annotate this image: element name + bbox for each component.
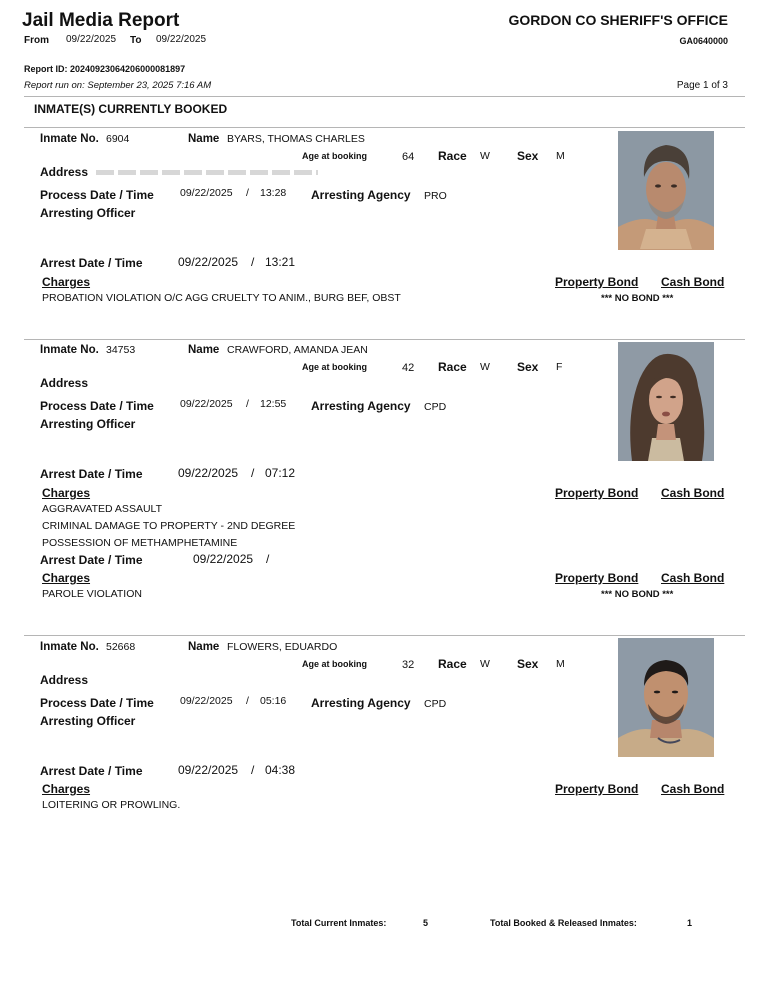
charge-text: CRIMINAL DAMAGE TO PROPERTY - 2ND DEGREE: [42, 520, 296, 532]
page-number: Page 1 of 3: [676, 80, 728, 91]
process-time: 05:16: [260, 695, 287, 707]
cash-bond-label: Cash Bond: [661, 782, 725, 796]
record-divider: [24, 339, 745, 340]
cash-bond-label: Cash Bond: [661, 486, 725, 500]
officer-label: Arresting Officer: [40, 206, 136, 220]
agency-label: Arresting Agency: [311, 399, 411, 413]
charge-text: PROBATION VIOLATION O/C AGG CRUELTY TO ANIM., BURG BEF, OBST: [42, 292, 401, 304]
age-label: Age at booking: [302, 362, 367, 372]
arrest-slash: /: [266, 552, 270, 566]
race-value: W: [480, 361, 490, 373]
arrest-time: 04:38: [265, 763, 296, 777]
age-label: Age at booking: [302, 151, 367, 161]
process-date: 09/22/2025: [180, 398, 233, 410]
report-title: Jail Media Report: [22, 10, 180, 31]
race-label: Race: [438, 657, 467, 671]
arrest-dt-label: Arrest Date / Time: [40, 553, 143, 567]
arrest-slash: /: [251, 466, 255, 480]
inmate-no-value: 52668: [106, 641, 136, 653]
total-released-value: 1: [687, 918, 693, 928]
arrest-dt-label: Arrest Date / Time: [40, 764, 143, 778]
ori-code: GA0640000: [679, 36, 728, 46]
arrest-date: 09/22/2025: [178, 255, 239, 269]
property-bond-label: Property Bond: [555, 486, 639, 500]
report-id: Report ID: 20240923064206000081897: [24, 64, 186, 74]
agency-label: Arresting Agency: [311, 696, 411, 710]
age-value: 42: [402, 362, 415, 374]
age-label: Age at booking: [302, 659, 367, 669]
charge-text: LOITERING OR PROWLING.: [42, 799, 181, 811]
race-value: W: [480, 150, 490, 162]
process-slash: /: [246, 398, 249, 410]
officer-label: Arresting Officer: [40, 417, 136, 431]
report-run-on: Report run on: September 23, 2025 7:16 AM: [24, 80, 212, 91]
arrest-slash: /: [251, 763, 255, 777]
agency-value: CPD: [424, 401, 447, 413]
inmate-no-label: Inmate No.: [40, 344, 99, 356]
officer-label: Arresting Officer: [40, 714, 136, 728]
process-slash: /: [246, 695, 249, 707]
property-bond-label: Property Bond: [555, 275, 639, 289]
charge-text: PAROLE VIOLATION: [42, 588, 142, 600]
process-dt-label: Process Date / Time: [40, 696, 154, 710]
address-label: Address: [40, 165, 89, 179]
address-label: Address: [40, 673, 89, 687]
record-divider: [24, 635, 745, 636]
process-date: 09/22/2025: [180, 187, 233, 199]
charges-label: Charges: [42, 275, 91, 289]
property-bond-label: Property Bond: [555, 571, 639, 585]
arrest-slash: /: [251, 255, 255, 269]
cash-bond-label: Cash Bond: [661, 571, 725, 585]
name-value: BYARS, THOMAS CHARLES: [227, 133, 365, 145]
arrest-time: 13:21: [265, 255, 296, 269]
arrest-date: 09/22/2025: [178, 763, 239, 777]
sex-label: Sex: [517, 149, 539, 163]
from-label: From: [24, 35, 49, 46]
inmate-no-value: 34753: [106, 344, 136, 356]
name-value: FLOWERS, EDUARDO: [227, 641, 338, 653]
agency-name: GORDON CO SHERIFF'S OFFICE: [508, 12, 728, 28]
name-label: Name: [188, 641, 220, 653]
total-released-label: Total Booked & Released Inmates:: [490, 918, 637, 928]
charge-text: AGGRAVATED ASSAULT: [42, 503, 163, 515]
charges-label: Charges: [42, 571, 91, 585]
age-value: 32: [402, 659, 415, 671]
section-title: INMATE(S) CURRENTLY BOOKED: [34, 102, 228, 116]
cash-bond-label: Cash Bond: [661, 275, 725, 289]
process-dt-label: Process Date / Time: [40, 399, 154, 413]
arrest-date: 09/22/2025: [178, 466, 239, 480]
charge-text: POSSESSION OF METHAMPHETAMINE: [42, 537, 238, 549]
address-label: Address: [40, 376, 89, 390]
race-label: Race: [438, 149, 467, 163]
agency-label: Arresting Agency: [311, 188, 411, 202]
inmate-no-label: Inmate No.: [40, 641, 99, 653]
section-divider: [24, 127, 745, 128]
age-value: 64: [402, 151, 415, 163]
inmate-no-label: Inmate No.: [40, 133, 99, 145]
inmate-no-value: 6904: [106, 133, 130, 145]
arrest-dt-label: Arrest Date / Time: [40, 467, 143, 481]
property-bond-label: Property Bond: [555, 782, 639, 796]
sex-label: Sex: [517, 657, 539, 671]
agency-value: CPD: [424, 698, 447, 710]
race-label: Race: [438, 360, 467, 374]
charges-label: Charges: [42, 782, 91, 796]
mugshot: [618, 342, 714, 461]
agency-value: PRO: [424, 190, 447, 202]
bond-note: *** NO BOND ***: [601, 589, 674, 600]
name-label: Name: [188, 344, 220, 356]
arrest-date: 09/22/2025: [193, 552, 254, 566]
bond-note: *** NO BOND ***: [601, 293, 674, 304]
to-label: To: [130, 35, 142, 46]
process-slash: /: [246, 187, 249, 199]
process-date: 09/22/2025: [180, 695, 233, 707]
sex-value: M: [556, 658, 565, 670]
redacted-address: [96, 170, 318, 175]
name-label: Name: [188, 133, 220, 145]
process-time: 12:55: [260, 398, 287, 410]
sex-value: F: [556, 361, 563, 373]
name-value: CRAWFORD, AMANDA JEAN: [227, 344, 368, 356]
sex-label: Sex: [517, 360, 539, 374]
header-divider: [24, 96, 745, 97]
total-current-label: Total Current Inmates:: [291, 918, 387, 928]
sex-value: M: [556, 150, 565, 162]
from-date: 09/22/2025: [66, 34, 117, 45]
charges-label: Charges: [42, 486, 91, 500]
arrest-dt-label: Arrest Date / Time: [40, 256, 143, 270]
arrest-time: 07:12: [265, 466, 296, 480]
mugshot: [618, 638, 714, 757]
total-current-value: 5: [423, 918, 429, 928]
process-time: 13:28: [260, 187, 287, 199]
to-date: 09/22/2025: [156, 34, 207, 45]
race-value: W: [480, 658, 490, 670]
process-dt-label: Process Date / Time: [40, 188, 154, 202]
mugshot: [618, 131, 714, 250]
